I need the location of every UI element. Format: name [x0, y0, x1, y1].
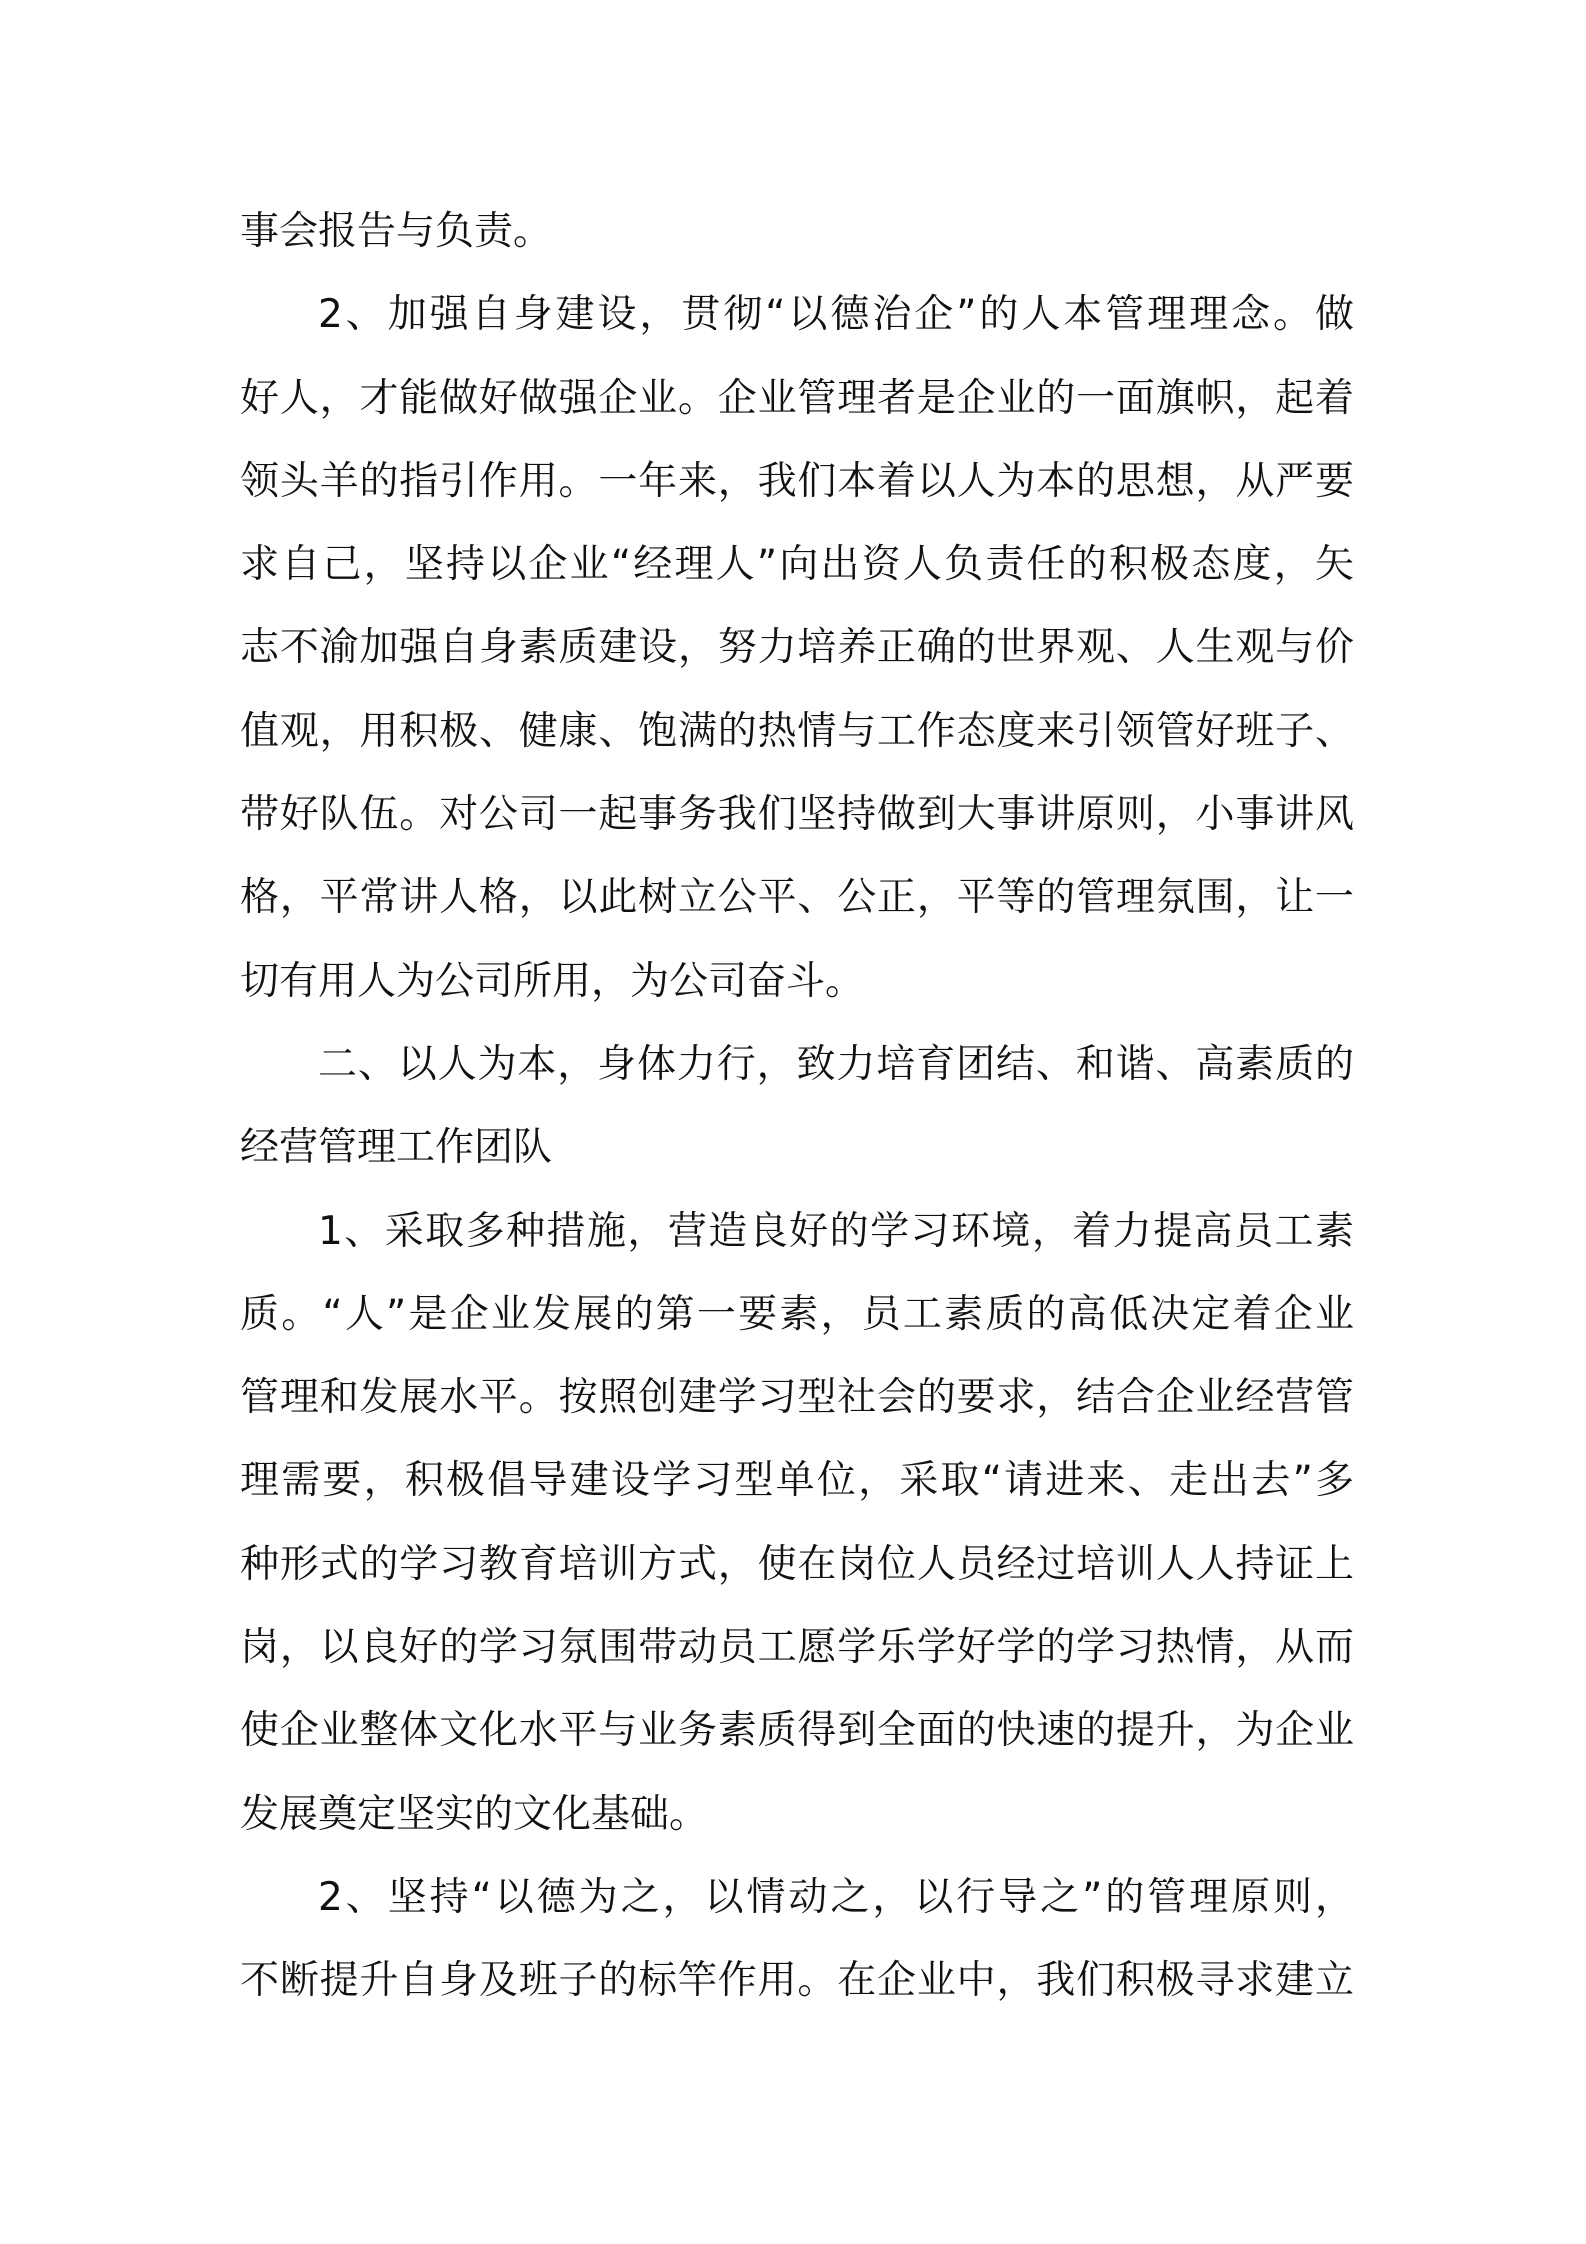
document-body	[240, 190, 1354, 2023]
text-line: 发展奠定坚实的文化基础。	[240, 1791, 709, 1837]
text-line: 志不渝加强自身素质建设，努力培养正确的世界观、人生观与价	[240, 625, 1354, 671]
text-line: 种形式的学习教育培训方式，使在岗位人员经过培训人人持证上	[240, 1541, 1354, 1587]
text-line: 好人，才能做好做强企业。企业管理者是企业的一面旗帜，起着	[240, 375, 1354, 421]
text-line: 管理和发展水平。按照创建学习型社会的要求，结合企业经营管	[240, 1375, 1354, 1421]
text-line: 领头羊的指引作用。一年来，我们本着以人为本的思想，从严要	[240, 458, 1354, 504]
text-line: 格，平常讲人格，以此树立公平、公正，平等的管理氛围，让一	[240, 875, 1354, 921]
section-heading-line: 二、以人为本，身体力行，致力培育团结、和谐、高素质的	[318, 1041, 1354, 1087]
text-line: 2、加强自身建设，贯彻“以德治企”的人本管理理念。做	[318, 292, 1354, 338]
text-line: 理需要，积极倡导建设学习型单位，采取“请进来、走出去”多	[240, 1458, 1354, 1504]
text-line: 值观，用积极、健康、饱满的热情与工作态度来引领管好班子、	[240, 708, 1354, 754]
text-line: 使企业整体文化水平与业务素质得到全面的快速的提升，为企业	[240, 1708, 1354, 1754]
text-line: 求自己，坚持以企业“经理人”向出资人负责任的积极态度，矢	[240, 542, 1354, 588]
text-line: 质。“人”是企业发展的第一要素，员工素质的高低决定着企业	[240, 1291, 1354, 1337]
text-line: 带好队伍。对公司一起事务我们坚持做到大事讲原则，小事讲风	[240, 792, 1354, 838]
text-line: 1、采取多种措施，营造良好的学习环境，着力提高员工素	[318, 1208, 1354, 1254]
text-line: 2、坚持“以德为之，以情动之，以行导之”的管理原则，	[318, 1874, 1354, 1920]
text-line: 事会报告与负责。	[240, 209, 553, 254]
text-line: 切有用人为公司所用，为公司奋斗。	[240, 958, 865, 1004]
section-heading-line: 经营管理工作团队	[240, 1125, 553, 1171]
text-line: 岗，以良好的学习氛围带动员工愿学乐学好学的学习热情，从而	[240, 1625, 1354, 1671]
text-line: 不断提升自身及班子的标竿作用。在企业中，我们积极寻求建立	[240, 1958, 1354, 2004]
